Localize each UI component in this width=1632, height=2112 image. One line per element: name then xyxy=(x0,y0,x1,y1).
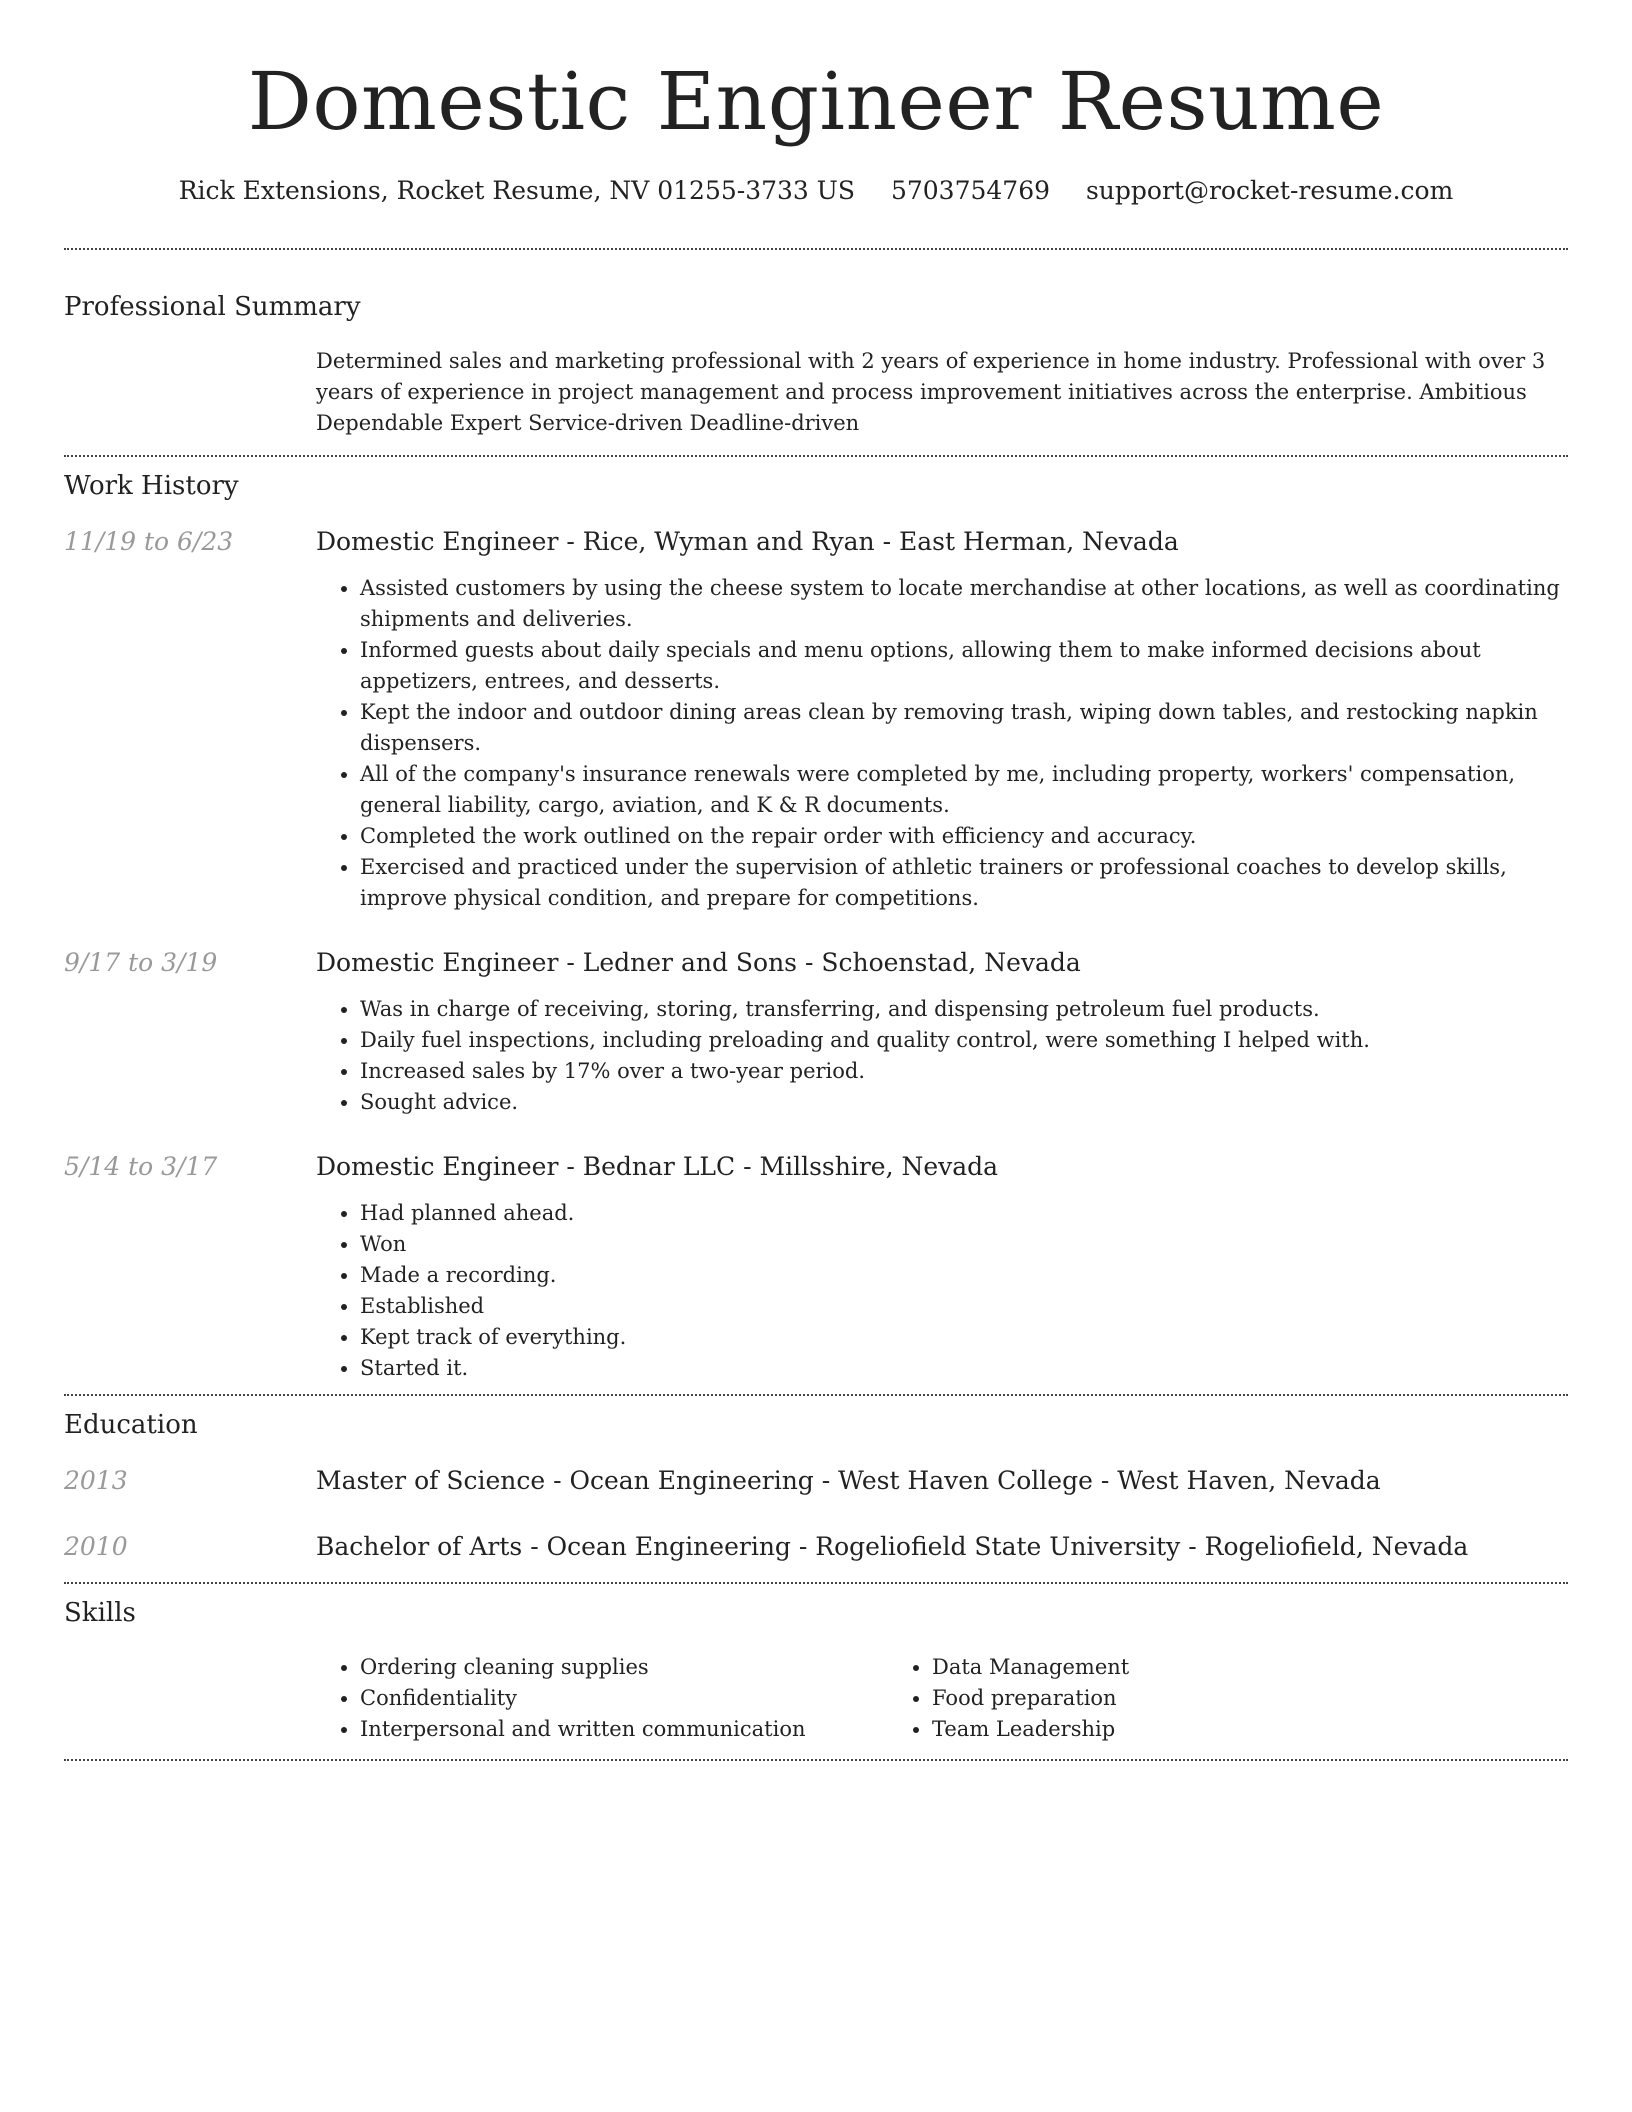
contact-address: Rick Extensions, Rocket Resume, NV 01255-3733 US xyxy=(178,176,855,205)
skill-item: • Interpersonal and written communication xyxy=(360,1714,888,1745)
degree-heading: Bachelor of Arts - Ocean Engineering - Rogeliofield State University - Rogeliofield, Nevada xyxy=(316,1532,1469,1561)
work-entry xyxy=(64,946,1568,1118)
work-history-section xyxy=(64,457,1568,1394)
contact-line xyxy=(64,174,1568,208)
skills-section xyxy=(64,1584,1568,1745)
list-item: • All of the company's insurance renewals were completed by me, including property, workers' compensation, general liability, cargo, aviation, and K & R documents. xyxy=(360,759,1568,821)
skills-columns xyxy=(316,1652,1568,1745)
education-section xyxy=(64,1396,1568,1582)
list-item: • Established xyxy=(360,1291,1568,1322)
work-dates: 5/14 to 3/17 xyxy=(64,1152,218,1181)
section-divider xyxy=(64,248,1568,250)
list-item: • Sought advice. xyxy=(360,1087,1568,1118)
education-year: 2010 xyxy=(64,1532,128,1561)
section-title-education: Education xyxy=(64,1410,198,1440)
skills-list-right xyxy=(888,1652,1460,1745)
list-item: • Was in charge of receiving, storing, transferring, and dispensing petroleum fuel products. xyxy=(360,994,1568,1025)
list-item: • Won xyxy=(360,1229,1568,1260)
section-divider xyxy=(64,1759,1568,1761)
skill-item: • Team Leadership xyxy=(932,1714,1460,1745)
list-item: • Completed the work outlined on the repair order with efficiency and accuracy. xyxy=(360,821,1568,852)
skill-item: • Confidentiality xyxy=(360,1683,888,1714)
education-year: 2013 xyxy=(64,1466,128,1495)
degree-heading: Master of Science - Ocean Engineering - West Haven College - West Haven, Nevada xyxy=(316,1466,1381,1495)
section-title-work-history: Work History xyxy=(64,471,239,501)
section-title-skills: Skills xyxy=(64,1598,136,1628)
work-dates: 9/17 to 3/19 xyxy=(64,948,218,977)
job-heading: Domestic Engineer - Bednar LLC - Millsshire, Nevada xyxy=(316,1152,999,1181)
list-item: • Informed guests about daily specials and menu options, allowing them to make informed decisions about appetizers, entrees, and desserts. xyxy=(360,635,1568,697)
spacer xyxy=(64,1564,1568,1582)
job-heading: Domestic Engineer - Rice, Wyman and Ryan - East Herman, Nevada xyxy=(316,527,1179,556)
job-heading: Domestic Engineer - Ledner and Sons - Schoenstad, Nevada xyxy=(316,948,1081,977)
job-bullets xyxy=(316,1198,1568,1384)
skill-item: • Food preparation xyxy=(932,1683,1460,1714)
page-title: Domestic Engineer Resume xyxy=(247,55,1385,148)
work-entry xyxy=(64,525,1568,914)
education-entry-body xyxy=(316,1464,1568,1498)
work-entry-body xyxy=(316,1150,1568,1384)
list-item: • Increased sales by 17% over a two-year period. xyxy=(360,1056,1568,1087)
skills-list-left xyxy=(316,1652,888,1745)
list-item: • Had planned ahead. xyxy=(360,1198,1568,1229)
spacer xyxy=(64,1384,1568,1394)
work-entry xyxy=(64,1150,1568,1384)
work-entry-body xyxy=(316,525,1568,914)
contact-phone: 5703754769 xyxy=(890,176,1051,205)
list-item: • Made a recording. xyxy=(360,1260,1568,1291)
skill-item: • Data Management xyxy=(932,1652,1460,1683)
list-item: • Assisted customers by using the cheese system to locate merchandise at other locations, as well as coordinating shipments and deliveries. xyxy=(360,573,1568,635)
education-entry xyxy=(64,1530,1568,1564)
work-entry-body xyxy=(316,946,1568,1118)
summary-text: Determined sales and marketing professional with 2 years of experience in home industry. Professional with over 3 years of experience in project management and process improvement initiatives across the enterprise. Ambitious Dependable Expert Service-driven Deadline-driven xyxy=(316,349,1546,435)
list-item: • Exercised and practiced under the supervision of athletic trainers or professional coaches to develop skills, improve physical condition, and prepare for competitions. xyxy=(360,852,1568,914)
work-dates: 11/19 to 6/23 xyxy=(64,527,234,556)
list-item: • Kept the indoor and outdoor dining areas clean by removing trash, wiping down tables, and restocking napkin dispensers. xyxy=(360,697,1568,759)
list-item: • Kept track of everything. xyxy=(360,1322,1568,1353)
skill-item: • Ordering cleaning supplies xyxy=(360,1652,888,1683)
section-title-summary: Professional Summary xyxy=(64,292,361,322)
contact-email: support@rocket-resume.com xyxy=(1085,176,1454,205)
job-bullets xyxy=(316,573,1568,914)
list-item: • Daily fuel inspections, including preloading and quality control, were something I helped with. xyxy=(360,1025,1568,1056)
list-item: • Started it. xyxy=(360,1353,1568,1384)
summary-section xyxy=(64,290,1568,439)
job-bullets xyxy=(316,994,1568,1118)
education-entry-body xyxy=(316,1530,1568,1564)
education-entry xyxy=(64,1464,1568,1498)
